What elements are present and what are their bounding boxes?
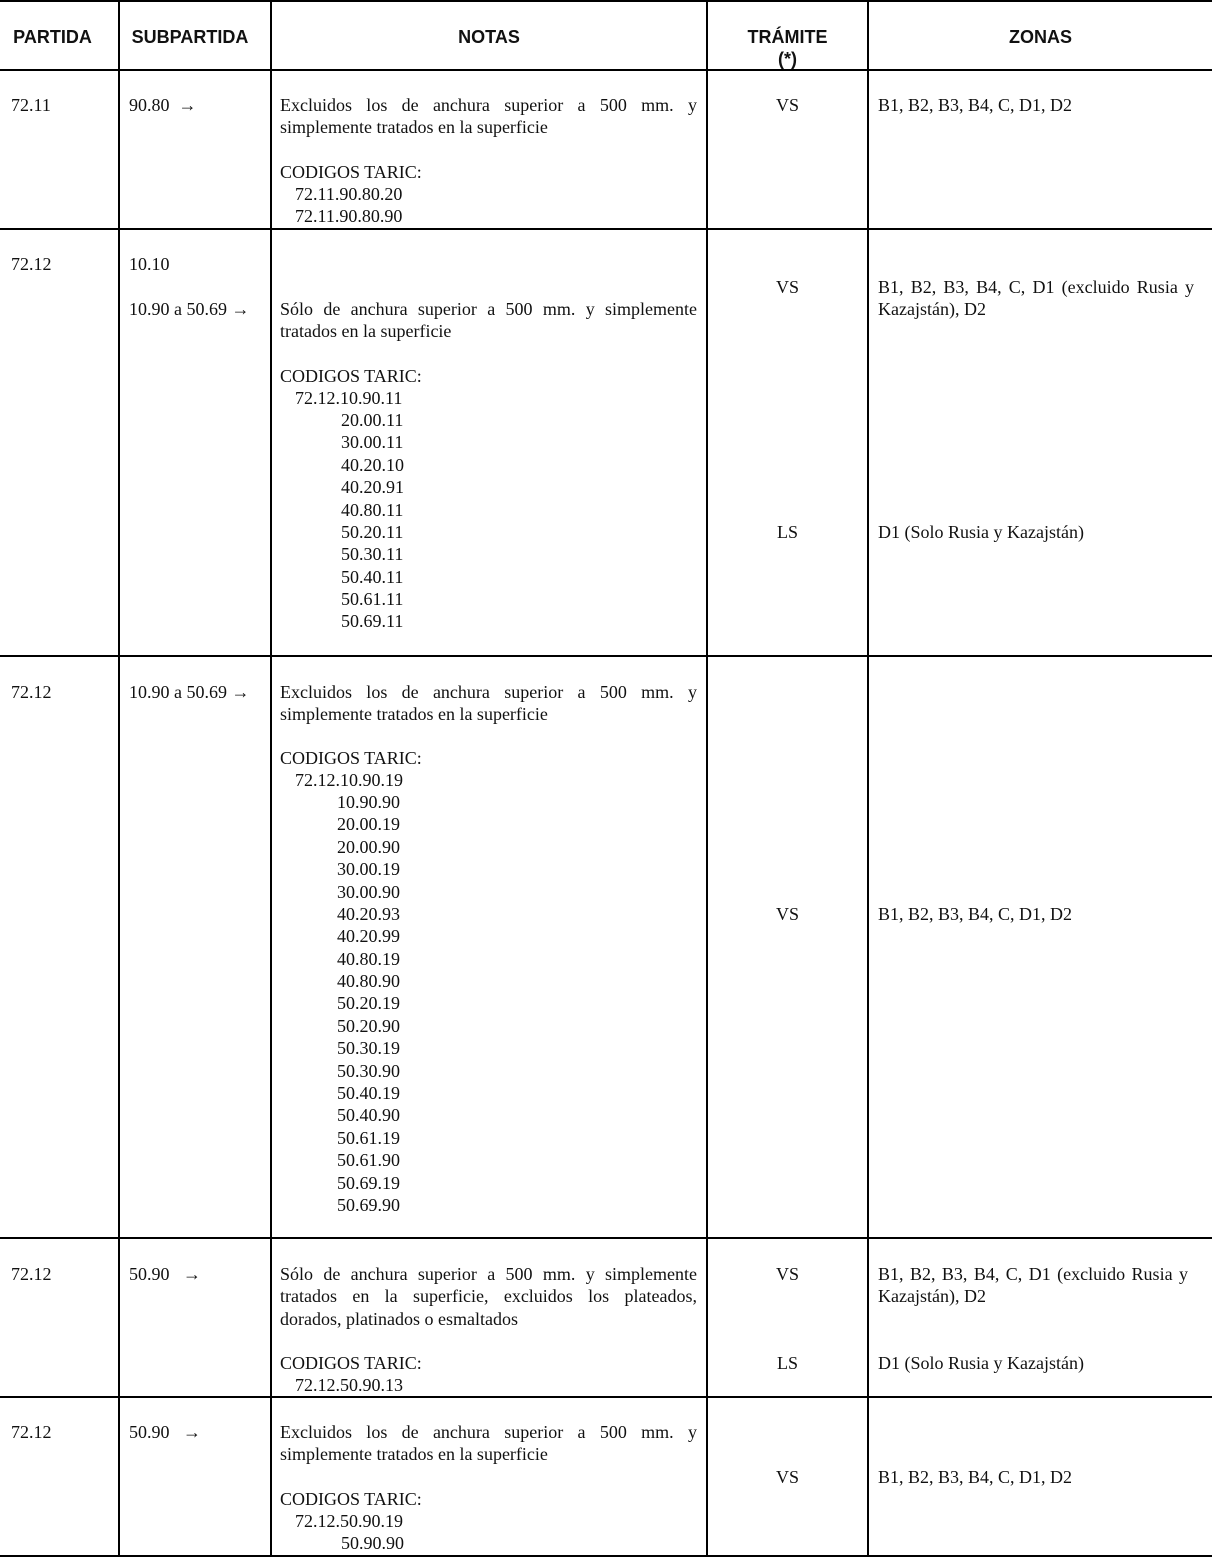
nota-text: Excluidos los de anchura superior a 500 mm. y simplemente tratados en la superficie bbox=[280, 95, 697, 138]
nota-text: Sólo de anchura superior a 500 mm. y simplemente tratados en la superficie, excluidos los plateados, dorados, platinados o esmaltados bbox=[280, 1264, 697, 1329]
tramite-cell: VS bbox=[775, 1264, 799, 1284]
taric-code: 50.20.90 bbox=[337, 1016, 400, 1036]
taric-code: 50.90.90 bbox=[341, 1533, 404, 1553]
taric-code: 20.00.90 bbox=[337, 837, 400, 857]
partida-cell: 72.12 bbox=[11, 254, 52, 274]
header-subpartida: SUBPARTIDA bbox=[131, 27, 249, 47]
column-divider bbox=[867, 2, 869, 1557]
partida-cell: 72.11 bbox=[11, 95, 51, 115]
tramite-cell: VS bbox=[775, 277, 799, 297]
row-divider bbox=[0, 228, 1212, 230]
taric-code: 72.11.90.80.90 bbox=[295, 206, 403, 226]
row-divider bbox=[0, 1237, 1212, 1239]
taric-code: 72.12.50.90.19 bbox=[295, 1511, 403, 1531]
taric-code: 30.00.11 bbox=[341, 432, 404, 452]
taric-code: 72.11.90.80.20 bbox=[295, 184, 403, 204]
row-divider bbox=[0, 655, 1212, 657]
taric-code: 50.40.90 bbox=[337, 1105, 400, 1125]
taric-label: CODIGOS TARIC: bbox=[280, 748, 422, 768]
header-notas: NOTAS bbox=[458, 27, 520, 47]
header-tramite-note: (*) bbox=[778, 49, 797, 69]
taric-code: 50.61.19 bbox=[337, 1128, 400, 1148]
taric-label: CODIGOS TARIC: bbox=[280, 162, 422, 182]
taric-code: 50.69.11 bbox=[341, 611, 404, 631]
zonas-cell: B1, B2, B3, B4, C, D1 (excluido Rusia y Kazajstán), D2 bbox=[878, 1264, 1188, 1307]
zonas-cell: D1 (Solo Rusia y Kazajstán) bbox=[878, 1353, 1084, 1373]
taric-code: 30.00.90 bbox=[337, 882, 400, 902]
column-divider bbox=[270, 2, 272, 1557]
taric-code: 40.80.11 bbox=[341, 500, 404, 520]
zonas-cell: B1, B2, B3, B4, C, D1, D2 bbox=[878, 95, 1073, 115]
tramite-cell: LS bbox=[776, 1353, 798, 1373]
taric-code: 72.12.50.90.13 bbox=[295, 1375, 403, 1395]
tramite-cell: VS bbox=[775, 904, 799, 924]
taric-code: 40.20.99 bbox=[337, 926, 400, 946]
taric-code: 50.30.19 bbox=[337, 1038, 400, 1058]
subpartida-cell: 10.10 bbox=[129, 254, 170, 274]
subpartida-cell: 10.90 a 50.69 → bbox=[129, 299, 250, 319]
header-bottom-border bbox=[0, 69, 1212, 71]
header-zonas: ZONAS bbox=[1009, 27, 1072, 47]
taric-code: 50.30.90 bbox=[337, 1061, 400, 1081]
row-divider bbox=[0, 1396, 1212, 1398]
zonas-cell: B1, B2, B3, B4, C, D1 (excluido Rusia y Kazajstán), D2 bbox=[878, 277, 1194, 320]
taric-code: 20.00.11 bbox=[341, 410, 404, 430]
partida-cell: 72.12 bbox=[11, 682, 52, 702]
nota-text: Sólo de anchura superior a 500 mm. y simplemente tratados en la superficie bbox=[280, 299, 697, 342]
partida-cell: 72.12 bbox=[11, 1264, 52, 1284]
taric-code: 50.40.19 bbox=[337, 1083, 400, 1103]
tramite-cell: VS bbox=[775, 95, 799, 115]
table-top-border bbox=[0, 0, 1212, 2]
taric-code: 50.61.11 bbox=[341, 589, 404, 609]
tramite-cell: VS bbox=[775, 1467, 799, 1487]
subpartida-cell: 10.90 a 50.69 → bbox=[129, 682, 250, 702]
taric-code: 40.20.10 bbox=[341, 455, 404, 475]
taric-code: 50.69.19 bbox=[337, 1173, 400, 1193]
taric-code: 40.20.91 bbox=[341, 477, 404, 497]
subpartida-cell: 90.80 → bbox=[129, 95, 197, 115]
taric-label: CODIGOS TARIC: bbox=[280, 1489, 422, 1509]
header-tramite: TRÁMITE bbox=[747, 27, 828, 47]
taric-code: 50.20.19 bbox=[337, 993, 400, 1013]
zonas-cell: B1, B2, B3, B4, C, D1, D2 bbox=[878, 1467, 1073, 1487]
taric-code: 50.20.11 bbox=[341, 522, 404, 542]
column-divider bbox=[706, 2, 708, 1557]
subpartida-cell: 50.90 → bbox=[129, 1422, 201, 1442]
taric-code: 50.40.11 bbox=[341, 567, 404, 587]
taric-code: 72.12.10.90.11 bbox=[295, 388, 403, 408]
header-partida: PARTIDA bbox=[13, 27, 92, 47]
taric-code: 50.30.11 bbox=[341, 544, 404, 564]
taric-code: 40.20.93 bbox=[337, 904, 400, 924]
taric-code: 10.90.90 bbox=[337, 792, 400, 812]
taric-code: 72.12.10.90.19 bbox=[295, 770, 403, 790]
zonas-cell: D1 (Solo Rusia y Kazajstán) bbox=[878, 522, 1084, 542]
tramite-cell: LS bbox=[776, 522, 798, 542]
subpartida-cell: 50.90 → bbox=[129, 1264, 201, 1284]
taric-code: 20.00.19 bbox=[337, 814, 400, 834]
taric-code: 40.80.90 bbox=[337, 971, 400, 991]
taric-label: CODIGOS TARIC: bbox=[280, 1353, 422, 1373]
partida-cell: 72.12 bbox=[11, 1422, 52, 1442]
column-divider bbox=[118, 2, 120, 1557]
zonas-cell: B1, B2, B3, B4, C, D1, D2 bbox=[878, 904, 1073, 924]
nota-text: Excluidos los de anchura superior a 500 mm. y simplemente tratados en la superficie bbox=[280, 682, 697, 725]
taric-label: CODIGOS TARIC: bbox=[280, 366, 422, 386]
taric-code: 30.00.19 bbox=[337, 859, 400, 879]
taric-code: 40.80.19 bbox=[337, 949, 400, 969]
taric-code: 50.69.90 bbox=[337, 1195, 400, 1215]
taric-code: 50.61.90 bbox=[337, 1150, 400, 1170]
nota-text: Excluidos los de anchura superior a 500 mm. y simplemente tratados en la superficie bbox=[280, 1422, 697, 1465]
